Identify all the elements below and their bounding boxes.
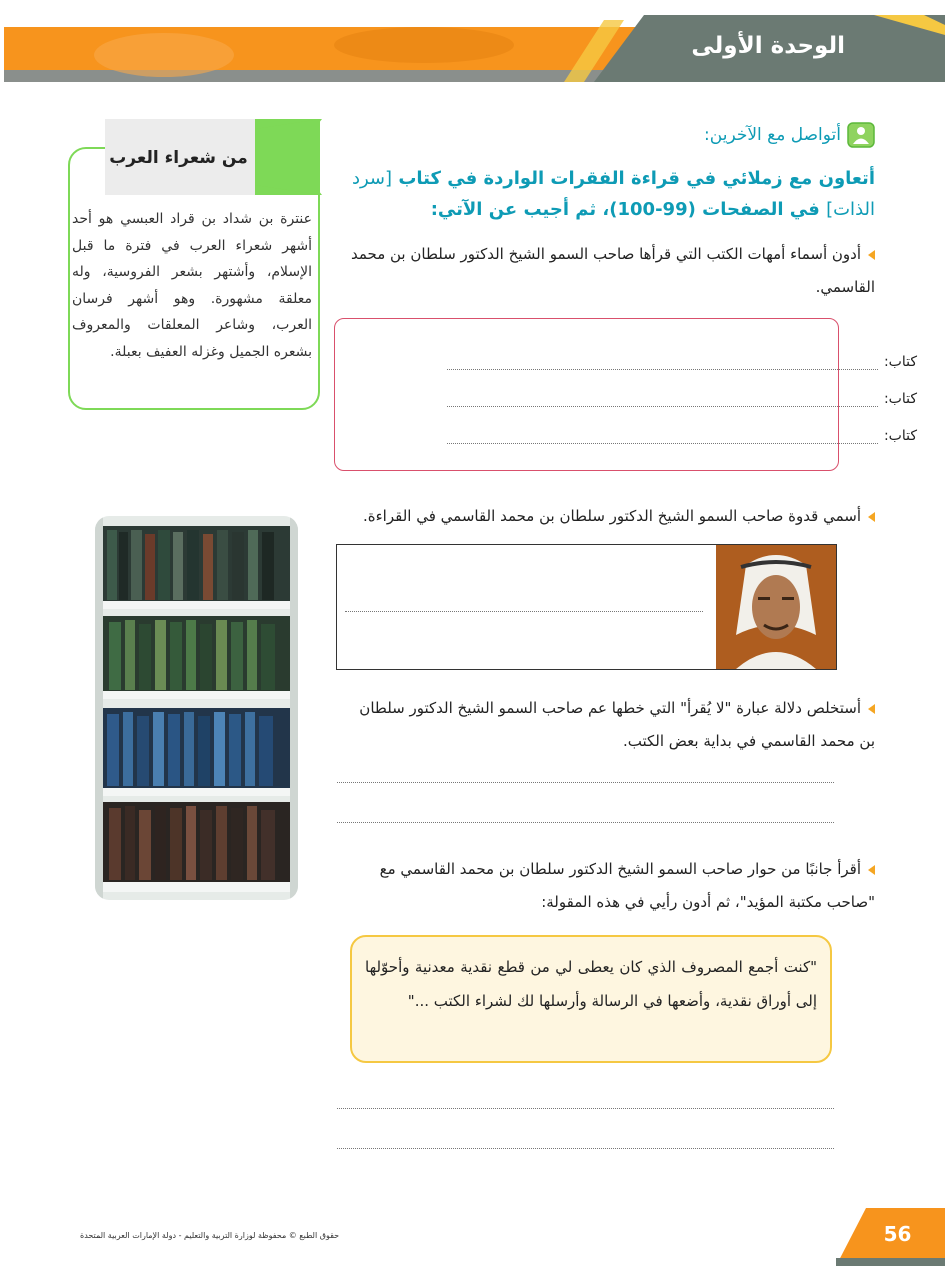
book-title: [سرد الذات] xyxy=(351,168,875,220)
book-answer-line-1[interactable] xyxy=(447,354,917,370)
answer-dots xyxy=(447,360,878,370)
question-3-text: أستخلص دلالة عبارة "لا يُقرأ" التي خطها عم صاحب السمو الشيخ الدكتور سلطان بن محمد القاسمي في بداية بعض الكتب. xyxy=(359,699,875,750)
role-model-answer-line[interactable] xyxy=(345,611,703,612)
book-label: كتاب: xyxy=(883,354,917,370)
poets-text: عنترة بن شداد بن قراد العبسي هو أحد أشهر شعراء العرب في فترة ما قبل الإسلام، وأشتهر بشعر الفروسية، وله معلقة مشهورة. وهو أشهر فرسان العرب، وشاعر المعلقات والمعروف بشعره الجميل وغزله العفيف بعبلة. xyxy=(72,211,312,360)
portrait-image xyxy=(716,545,836,669)
question-3 xyxy=(345,692,875,758)
book-label: كتاب: xyxy=(883,428,917,444)
bullet-icon xyxy=(868,865,875,875)
bullet-icon xyxy=(868,704,875,714)
answer-line-4b[interactable] xyxy=(337,1148,834,1149)
book-answer-line-2[interactable] xyxy=(447,391,917,407)
question-1-text: أدون أسماء أمهات الكتب التي قرأها صاحب السمو الشيخ الدكتور سلطان بن محمد القاسمي. xyxy=(350,245,875,296)
question-4 xyxy=(345,853,875,919)
copyright-text: حقوق الطبع © محفوظة لوزارة التربية والتعليم - دولة الإمارات العربية المتحدة xyxy=(80,1231,340,1240)
answer-dots xyxy=(447,397,878,407)
answer-line-3b[interactable] xyxy=(337,822,834,823)
bullet-icon xyxy=(868,512,875,522)
question-1 xyxy=(345,238,875,304)
book-answer-line-3[interactable] xyxy=(447,428,917,444)
question-2-text: أسمي قدوة صاحب السمو الشيخ الدكتور سلطان بن محمد القاسمي في القراءة. xyxy=(363,507,861,525)
poets-title: من شعراء العرب xyxy=(109,148,248,168)
section-label: أتواصل مع الآخرين: xyxy=(704,125,841,145)
page-number: 56 xyxy=(883,1222,912,1246)
instruction-part2: في الصفحات (99-100)، ثم أجيب عن الآتي: xyxy=(430,199,820,220)
bullet-icon xyxy=(868,250,875,260)
answer-line-3a[interactable] xyxy=(337,782,834,783)
people-icon xyxy=(847,122,875,148)
instruction-text xyxy=(330,163,875,225)
book-label: كتاب: xyxy=(883,391,917,407)
question-4-text: أقرأ جانبًا من حوار صاحب السمو الشيخ الدكتور سلطان بن محمد القاسمي مع "صاحب مكتبة المؤيد"، ثم أدون رأيي في هذه المقولة: xyxy=(379,860,875,911)
instruction-part1: أتعاون مع زملائي في قراءة الفقرات الواردة في كتاب xyxy=(398,168,875,189)
answer-line-4a[interactable] xyxy=(337,1108,834,1109)
question-2 xyxy=(345,500,875,533)
quote-text: "كنت أجمع المصروف الذي كان يعطى لي من قطع نقدية معدنية وأحوّلها إلى أوراق نقدية، وأضعها في الرسالة وأرسلها لك لشراء الكتب ..." xyxy=(365,958,817,1010)
section-head xyxy=(704,122,875,148)
bookshelf-image xyxy=(95,516,298,900)
answer-dots xyxy=(447,434,878,444)
unit-title: الوحدة الأولى xyxy=(691,33,845,59)
